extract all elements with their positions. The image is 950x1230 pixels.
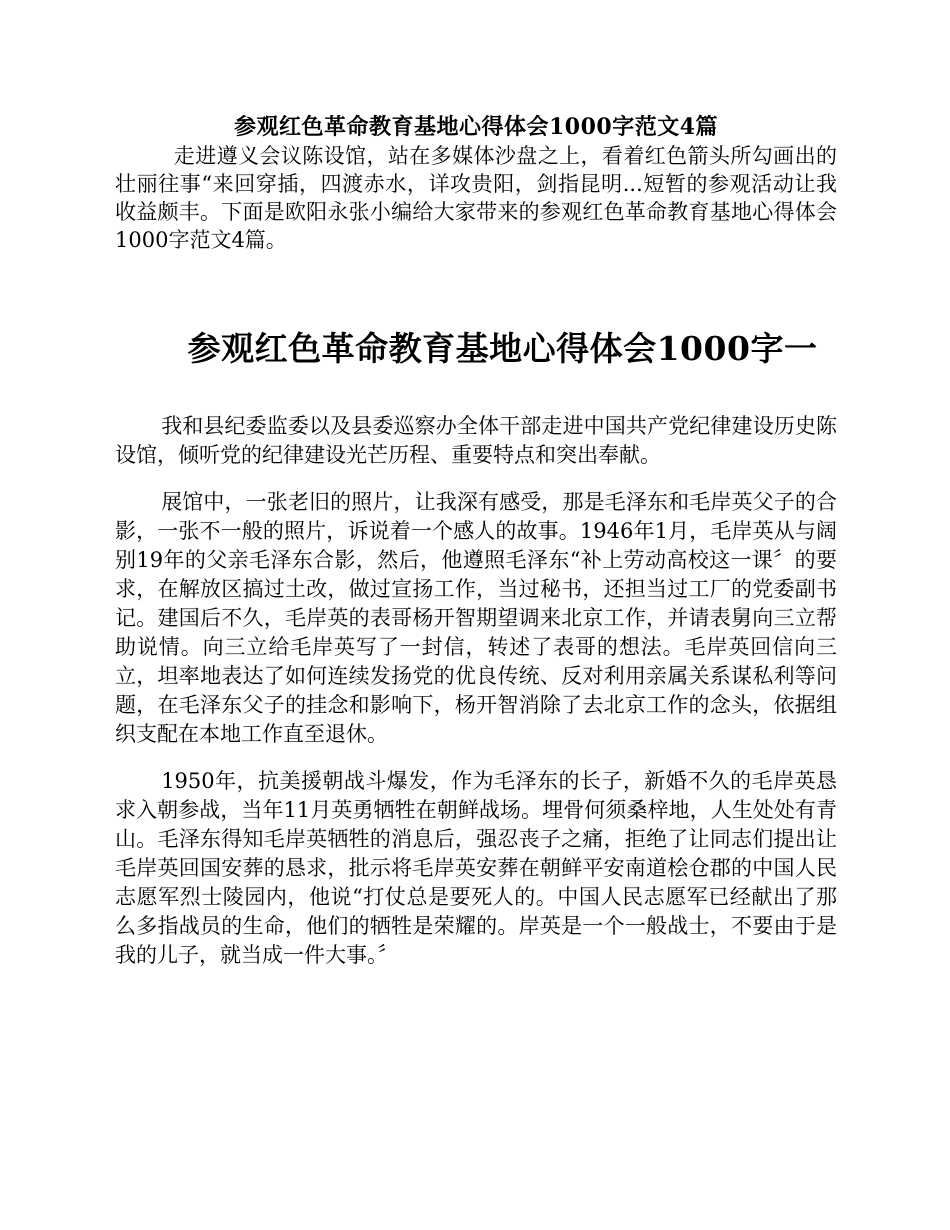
body-paragraph-2: 展馆中，一张老旧的照片，让我深有感受，那是毛泽东和毛岸英父子的合影，一张不一般的照片，诉说着一个感人的故事。1946年1月，毛岸英从与阔别19年的父亲毛泽东合影，然后，他遵照毛泽东“补上劳动高校这一课〞的要求，在解放区搞过土改，做过宣扬工作，当过秘书，还担当过工厂的党委副书记。建国后不久，毛岸英的表哥杨开智期望调来北京工作，并请表舅向三立帮助说情。向三立给毛岸英写了一封信，转述了表哥的想法。毛岸英回信向三立，坦率地表达了如何连续发扬党的优良传统、反对利用亲属关系谋私利等问题，在毛泽东父子的挂念和影响下，杨开智消除了去北京工作的念头，依据组织支配在本地工作直至退休。 bbox=[115, 490, 837, 746]
body-paragraph-3: 1950年，抗美援朝战斗爆发，作为毛泽东的长子，新婚不久的毛岸英恳求入朝参战，当年11月英勇牺牲在朝鲜战场。埋骨何须桑梓地，人生处处有青山。毛泽东得知毛岸英牺牲的消息后，强忍丧子之痛，拒绝了让同志们提出让毛岸英回国安葬的恳求，批示将毛岸英安葬在朝鲜平安南道桧仓郡的中国人民志愿军烈士陵园内，他说“打仗总是要死人的。中国人民志愿军已经献出了那么多指战员的生命，他们的牺牲是荣耀的。岸英是一个一般战士，不要由于是我的儿子，就当成一件大事。〞 bbox=[115, 769, 837, 967]
document-title: 参观红色革命教育基地心得体会1000字范文4篇 bbox=[233, 114, 719, 140]
intro-paragraph: 走进遵义会议陈设馆，站在多媒体沙盘之上，看着红色箭头所勾画出的壮丽往事“来回穿插，四渡赤水，详攻贵阳，剑指昆明...短暂的参观活动让我收益颇丰。下面是欧阳永张小编给大家带来的参观红色革命教育基地心得体会1000字范文4篇。 bbox=[115, 144, 837, 252]
document-page bbox=[115, 112, 837, 970]
body-paragraph-1: 我和县纪委监委以及县委巡察办全体干部走进中国共产党纪律建设历史陈设馆，倾听党的纪律建设光芒历程、重要特点和突出奉献。 bbox=[115, 414, 837, 467]
section-heading: 参观红色革命教育基地心得体会1000字一 bbox=[187, 329, 818, 368]
